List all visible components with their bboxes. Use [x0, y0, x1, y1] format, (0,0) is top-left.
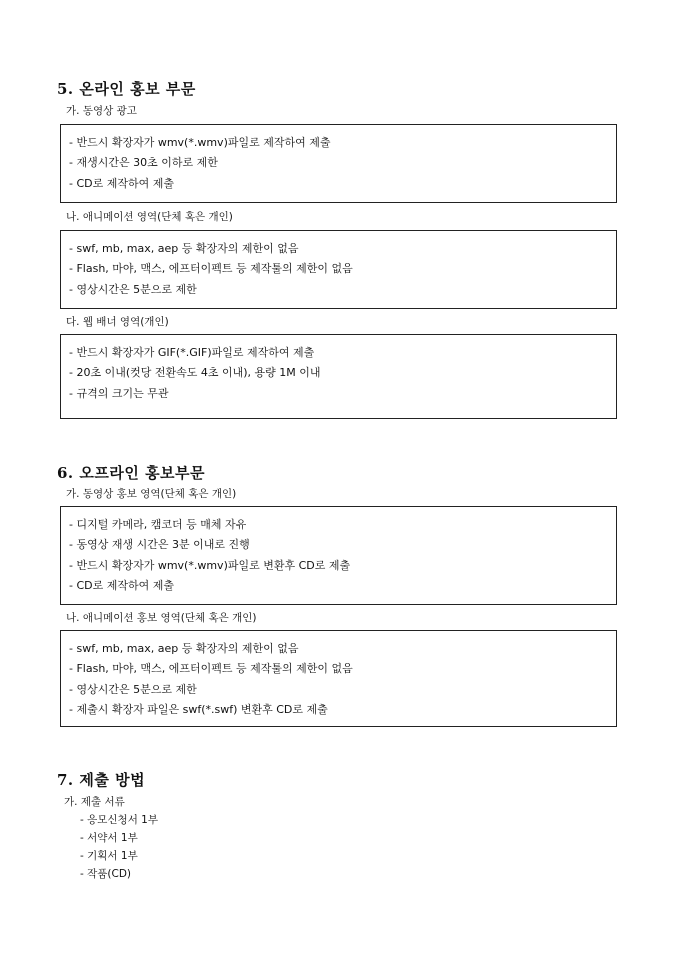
list-item: - swf, mb, max, aep 등 확장자의 제한이 없음: [69, 642, 299, 655]
section-5-group-c-label: 다. 웹 배너 영역(개인): [66, 316, 169, 328]
section-5-group-c-box: [60, 334, 617, 419]
list-item: - 디지털 카메라, 캠코더 등 매체 자유: [69, 518, 247, 531]
section-5-group-b-label: 나. 애니메이션 영역(단체 혹은 개인): [66, 211, 233, 223]
section-7-group-a-label: 가. 제출 서류: [64, 796, 125, 808]
list-item: - 반드시 확장자가 GIF(*.GIF)파일로 제작하여 제출: [69, 346, 315, 359]
section-6-group-b-label: 나. 애니메이션 홍보 영역(단체 혹은 개인): [66, 612, 257, 624]
list-item: - swf, mb, max, aep 등 확장자의 제한이 없음: [69, 242, 299, 255]
list-item: - 영상시간은 5분으로 제한: [69, 682, 197, 696]
section-6-group-a-label: 가. 동영상 홍보 영역(단체 혹은 개인): [66, 488, 237, 500]
section-5-title: 5. 온라인 홍보 부문: [57, 80, 196, 98]
list-item: - 기획서 1부: [80, 850, 138, 862]
list-item: - 제출시 확장자 파일은 swf(*.swf) 변환후 CD로 제출: [69, 702, 328, 716]
list-item: - Flash, 마야, 맥스, 에프터이펙트 등 제작툴의 제한이 없음: [69, 662, 353, 676]
section-5-group-a-box: [60, 124, 617, 203]
list-item: - 영상시간은 5분으로 제한: [69, 282, 197, 296]
list-item: - 재생시간은 30초 이하로 제한: [69, 156, 218, 170]
section-6-group-b-box: [60, 630, 617, 727]
list-item: - CD로 제작하여 제출: [69, 578, 174, 592]
list-item: - 서약서 1부: [80, 832, 138, 844]
list-item: - 작품(CD): [80, 868, 132, 880]
section-5-group-a-label: 가. 동영상 광고: [66, 105, 137, 117]
list-item: - 20초 이내(컷당 전환속도 4초 이내), 용량 1M 이내: [69, 366, 321, 380]
list-item: - 규격의 크기는 무관: [69, 386, 169, 400]
list-item: - Flash, 마야, 맥스, 에프터이펙트 등 제작툴의 제한이 없음: [69, 262, 353, 276]
section-5-group-b-box: [60, 230, 617, 309]
section-6-group-a-box: [60, 506, 617, 605]
list-item: - CD로 제작하여 제출: [69, 176, 174, 190]
list-item: - 동영상 재생 시간은 3분 이내로 진행: [69, 538, 250, 552]
section-6-title: 6. 오프라인 홍보부문: [57, 464, 206, 482]
list-item: - 반드시 확장자가 wmv(*.wmv)파일로 변환후 CD로 제출: [69, 558, 351, 572]
section-7-title: 7. 제출 방법: [57, 771, 146, 789]
list-item: - 반드시 확장자가 wmv(*.wmv)파일로 제작하여 제출: [69, 136, 331, 149]
list-item: - 응모신청서 1부: [80, 814, 159, 826]
